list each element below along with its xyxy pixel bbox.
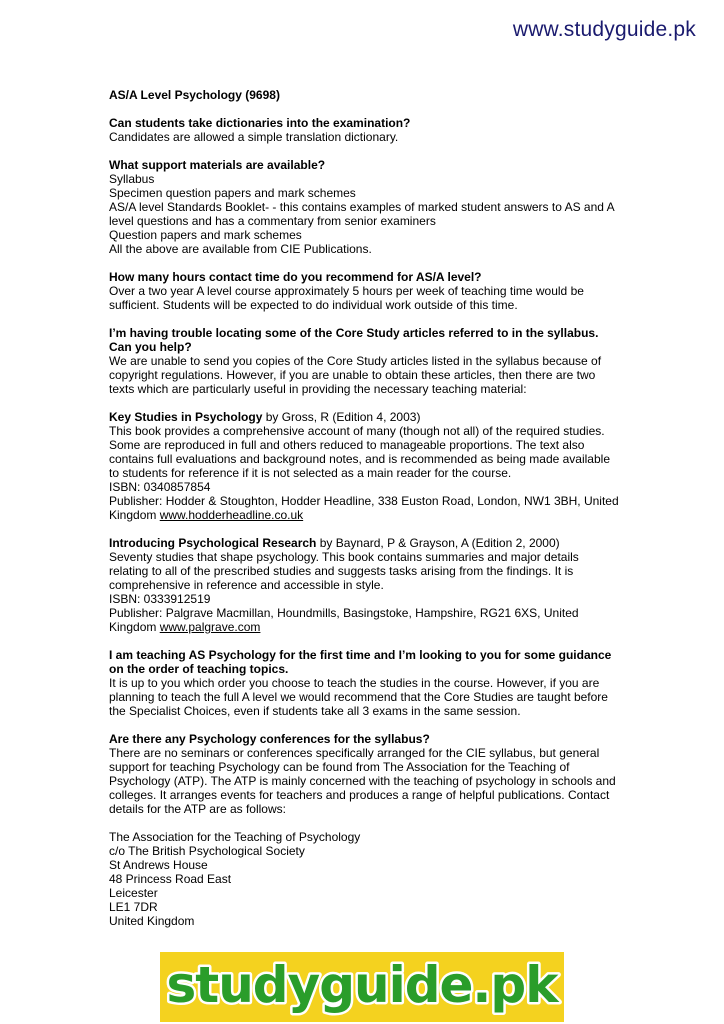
book-description: Seventy studies that shape psychology. This book contains summaries and major details relating to all of the prescribed studies and suggests tasks arising from the findings. It is comprehensive in reference and accessible in style. [109,550,579,592]
book-title: Key Studies in Psychology [109,410,263,424]
book-title: Introducing Psychological Research [109,536,317,550]
address-line: Leicester [109,886,158,900]
question-text: I am teaching AS Psychology for the first time and I’m looking to you for some guidance on the order of teaching topics. [109,648,612,676]
question-text: Are there any Psychology conferences for the syllabus? [109,732,430,746]
book-heading [109,410,619,424]
document-title: AS/A Level Psychology (9698) [109,88,280,102]
publisher-link[interactable]: www.hodderheadline.co.uk [159,508,304,522]
book-key-studies [109,410,619,522]
list-item: Syllabus [109,172,155,186]
address-line: The Association for the Teaching of Psychology [109,830,361,844]
book-isbn: ISBN: 0333912519 [109,592,211,606]
book-author: by Baynard, P & Grayson, A (Edition 2, 2000) [316,536,560,550]
answer-text: There are no seminars or conferences specifically arranged for the CIE syllabus, but general support for teaching Psychology can be found from The Association for the Teaching of Psychology (ATP). The ATP is mainly concerned with the teaching of psychology in schools and colleges. It arranges events for teachers and produces a range of helpful publications. Contact details for the ATP are as follows: [109,746,616,816]
answer-text: Candidates are allowed a simple translation dictionary. [109,130,399,144]
studyguide-logo [160,952,564,1022]
faq-contact-hours [109,270,619,312]
address-line: LE1 7DR [109,900,158,914]
address-line: United Kingdom [109,914,195,928]
atp-address [109,830,619,928]
question-text: Can students take dictionaries into the examination? [109,116,411,130]
book-isbn: ISBN: 0340857854 [109,480,211,494]
question-text: I’m having trouble locating some of the Core Study articles referred to in the syllabus. Can you help? [109,326,599,354]
question-text: What support materials are available? [109,158,326,172]
question-text: How many hours contact time do you recommend for AS/A level? [109,270,482,284]
book-heading [109,536,619,550]
address-line: St Andrews House [109,858,208,872]
footer-logo-banner [160,952,564,1022]
publisher-text: Publisher: Palgrave Macmillan, Houndmills, Basingstoke, Hampshire, RG21 6XS, United Kingdom [109,606,579,634]
list-item: All the above are available from CIE Publications. [109,242,372,256]
book-author: by Gross, R (Edition 4, 2003) [262,410,421,424]
address-line: c/o The British Psychological Society [109,844,305,858]
address-line: 48 Princess Road East [109,872,232,886]
publisher-link[interactable]: www.palgrave.com [159,620,261,634]
book-description: This book provides a comprehensive account of many (though not all) of the required studies. Some are reproduced in full and others reduced to manageable proportions. The text also contains full evaluations and background notes, and is recommended as being made available to students for reference if it is not selected as a main reader for the course. [109,424,610,480]
answer-text: We are unable to send you copies of the Core Study articles listed in the syllabus because of copyright regulations. However, if you are unable to obtain these articles, then there are two texts which are particularly useful in providing the necessary teaching material: [109,354,602,396]
faq-core-study-articles [109,326,619,396]
document-body [109,88,619,928]
faq-support-materials [109,158,619,256]
answer-text: Over a two year A level course approximately 5 hours per week of teaching time would be sufficient. Students will be expected to do individual work outside of this time. [109,284,584,312]
book-publisher [109,606,619,634]
header-url[interactable]: www.studyguide.pk [512,18,696,41]
book-introducing-research [109,536,619,634]
book-publisher [109,494,619,522]
faq-teaching-order [109,648,619,718]
list-item: AS/A level Standards Booklet- - this contains examples of marked student answers to AS and A level questions and has a commentary from senior examiners [109,200,614,228]
list-item: Question papers and mark schemes [109,228,302,242]
logo-text: studyguide.pk [166,956,558,1014]
answer-text: It is up to you which order you choose to teach the studies in the course. However, if you are planning to teach the full A level we would recommend that the Core Studies are taught before the Specialist Choices, even if students take all 3 exams in the same session. [109,676,608,718]
faq-conferences [109,732,619,816]
faq-dictionaries [109,116,619,144]
list-item: Specimen question papers and mark schemes [109,186,356,200]
publisher-text: Publisher: Hodder & Stoughton, Hodder Headline, 338 Euston Road, London, NW1 3BH, United Kingdom [109,494,619,522]
